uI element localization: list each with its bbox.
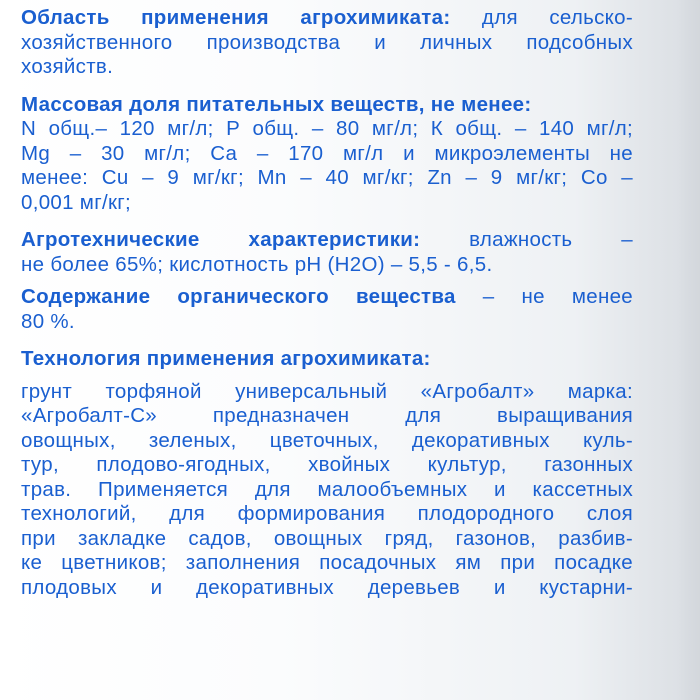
text-line: хозяйственного производства и личных подсобных bbox=[21, 30, 633, 54]
section-agrotech bbox=[21, 228, 633, 277]
text-line: «Агробалт-С» предназначен для выращивания bbox=[21, 404, 633, 427]
text-fragment: – не менее bbox=[455, 285, 633, 308]
text-line: Mg – 30 мг/л; Са – 170 мг/л и микроэлементы не bbox=[21, 141, 633, 165]
text-line: овощных, зеленых, цветочных, декоративных куль- bbox=[21, 428, 633, 452]
text-line: N общ.– 120 мг/л; Р общ. – 80 мг/л; К общ. – 140 мг/л; bbox=[21, 117, 633, 140]
section-heading-technology: Технология применения агрохимиката: bbox=[21, 347, 431, 370]
section-technology bbox=[21, 347, 633, 600]
section-heading-application-area: Область применения агрохимиката: bbox=[21, 6, 451, 29]
text-line: тур, плодово-ягодных, хвойных культур, газонных bbox=[21, 453, 633, 476]
package-edge-shadow bbox=[678, 0, 700, 700]
text-line: хозяйств. bbox=[21, 55, 114, 78]
text-fragment: влажность – bbox=[420, 228, 633, 251]
label-text bbox=[21, 6, 633, 600]
section-heading-organic-matter: Содержание органического вещества bbox=[21, 285, 456, 308]
section-organic-matter bbox=[21, 285, 633, 334]
section-heading-agrotech: Агротехнические характеристики: bbox=[21, 228, 421, 251]
text-line: 80 %. bbox=[21, 309, 75, 333]
text-line: трав. Применяется для малообъемных и кассетных bbox=[21, 477, 633, 501]
text-line: менее: Cu – 9 мг/кг; Mn – 40 мг/кг; Zn – 9 мг/кг; Со – bbox=[21, 166, 633, 189]
section-heading-nutrients: Массовая доля питательных веществ, не менее: bbox=[21, 92, 532, 116]
text-line: ке цветников; заполнения посадочных ям при посадке bbox=[21, 551, 633, 574]
text-line: 0,001 мг/кг; bbox=[21, 190, 132, 214]
text-line: не более 65%; кислотность рН (Н2О) – 5,5 - 6,5. bbox=[21, 252, 493, 276]
section-application-area bbox=[21, 6, 633, 80]
section-nutrients bbox=[21, 93, 633, 216]
text-line: технологий, для формирования плодородного слоя bbox=[21, 502, 633, 525]
text-line: при закладке садов, овощных гряд, газонов, разбив- bbox=[21, 526, 633, 550]
text-line: плодовых и декоративных деревьев и кустарни- bbox=[21, 575, 633, 599]
text-line: грунт торфяной универсальный «Агробалт» марка: bbox=[21, 379, 633, 403]
text-fragment: для сельско- bbox=[450, 6, 634, 29]
